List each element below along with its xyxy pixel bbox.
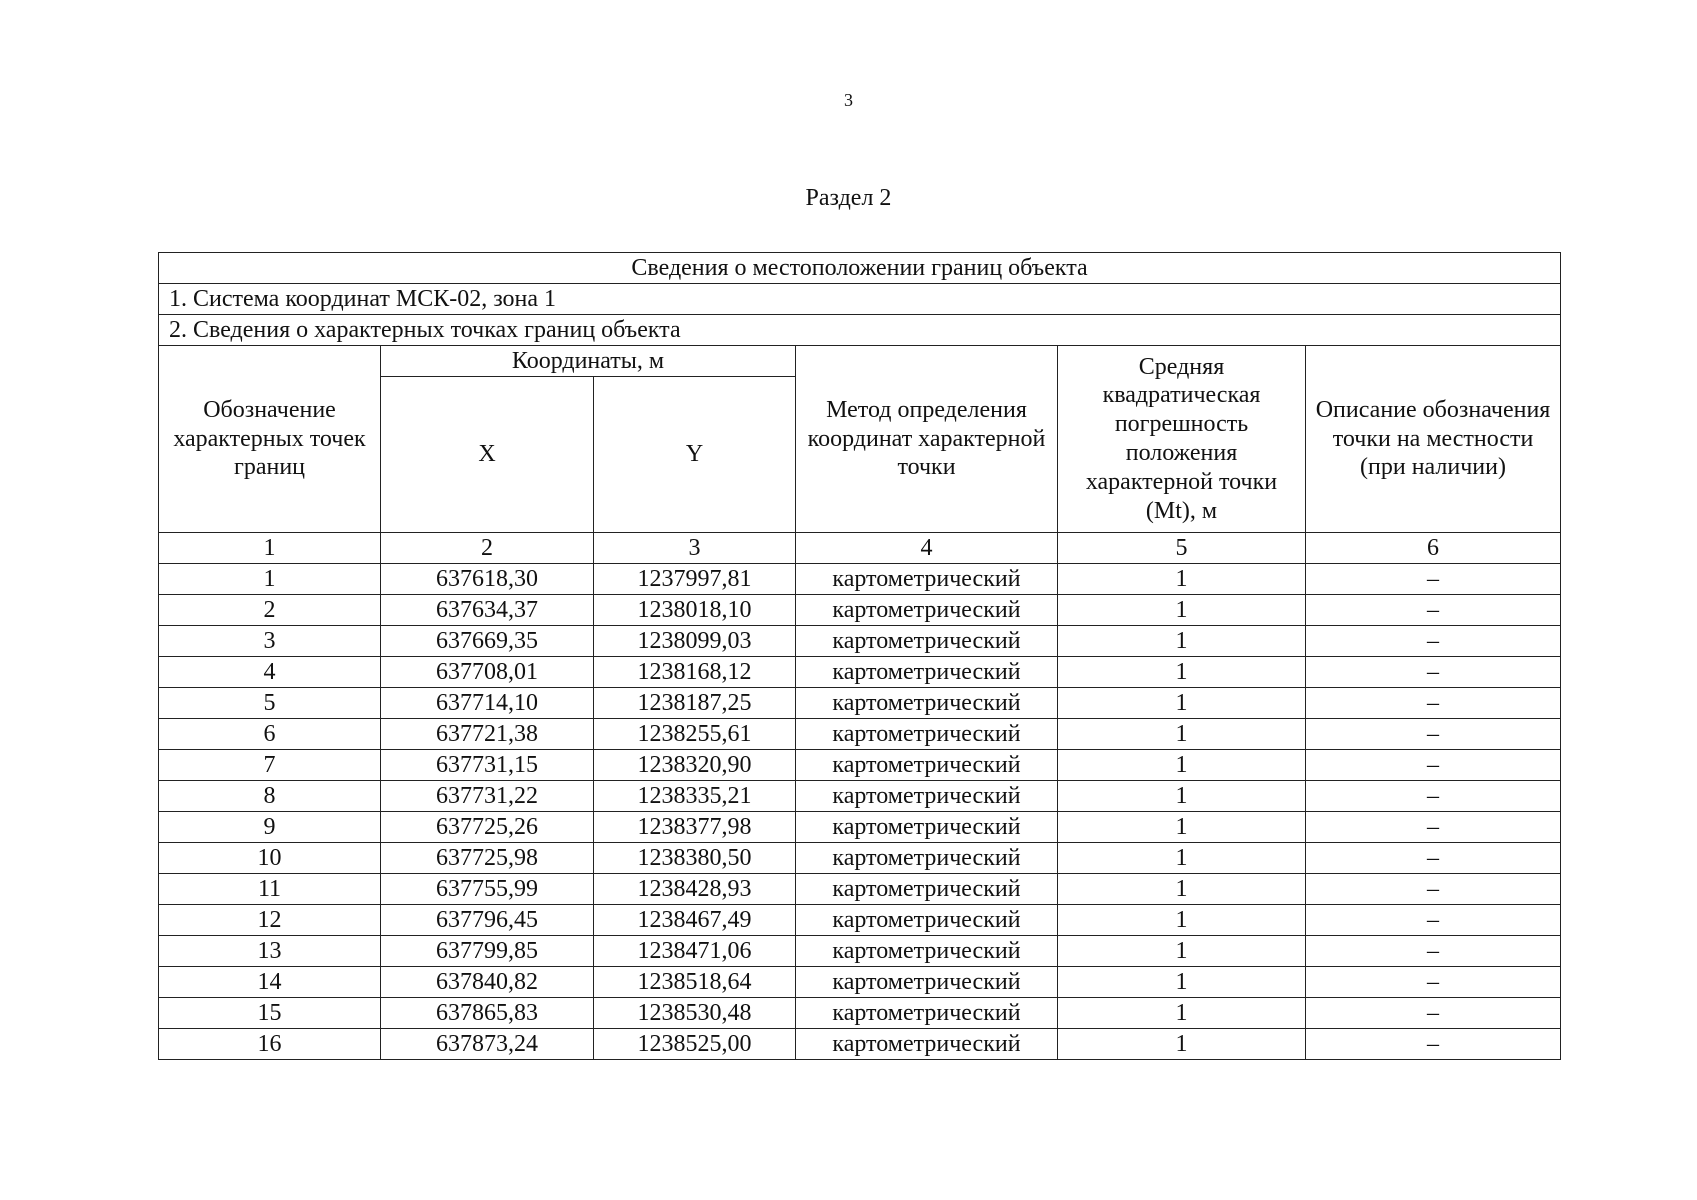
cell-description: – <box>1306 595 1561 626</box>
cell-description: – <box>1306 812 1561 843</box>
cell-y: 1238018,10 <box>594 595 796 626</box>
header-row-top <box>159 346 1561 377</box>
column-number: 5 <box>1058 533 1306 564</box>
cell-x: 637634,37 <box>381 595 594 626</box>
cell-description: – <box>1306 688 1561 719</box>
cell-method: картометрический <box>796 936 1058 967</box>
table-row <box>159 688 1561 719</box>
cell-y: 1238187,25 <box>594 688 796 719</box>
cell-x: 637796,45 <box>381 905 594 936</box>
cell-method: картометрический <box>796 1029 1058 1060</box>
cell-x: 637714,10 <box>381 688 594 719</box>
cell-error: 1 <box>1058 1029 1306 1060</box>
table-row <box>159 626 1561 657</box>
cell-point: 2 <box>159 595 381 626</box>
cell-method: картометрический <box>796 998 1058 1029</box>
cell-x: 637865,83 <box>381 998 594 1029</box>
cell-point: 13 <box>159 936 381 967</box>
table-title-row <box>159 253 1561 284</box>
column-number: 4 <box>796 533 1058 564</box>
cell-x: 637840,82 <box>381 967 594 998</box>
cell-method: картометрический <box>796 750 1058 781</box>
cell-point: 15 <box>159 998 381 1029</box>
cell-error: 1 <box>1058 750 1306 781</box>
cell-error: 1 <box>1058 626 1306 657</box>
cell-x: 637731,22 <box>381 781 594 812</box>
cell-description: – <box>1306 719 1561 750</box>
cell-error: 1 <box>1058 564 1306 595</box>
cell-point: 12 <box>159 905 381 936</box>
cell-error: 1 <box>1058 781 1306 812</box>
points-caption: 2. Сведения о характерных точках границ объекта <box>159 315 1561 346</box>
cell-method: картометрический <box>796 967 1058 998</box>
cell-x: 637669,35 <box>381 626 594 657</box>
header-description: Описание обозначения точки на местности (при наличии) <box>1306 346 1561 533</box>
cell-method: картометрический <box>796 905 1058 936</box>
header-method: Метод определения координат характерной точки <box>796 346 1058 533</box>
cell-method: картометрический <box>796 719 1058 750</box>
cell-method: картометрический <box>796 781 1058 812</box>
table-row <box>159 874 1561 905</box>
cell-method: картометрический <box>796 657 1058 688</box>
cell-description: – <box>1306 657 1561 688</box>
coordinate-system-row <box>159 284 1561 315</box>
cell-point: 4 <box>159 657 381 688</box>
cell-description: – <box>1306 936 1561 967</box>
cell-point: 16 <box>159 1029 381 1060</box>
cell-y: 1238471,06 <box>594 936 796 967</box>
table-row <box>159 781 1561 812</box>
cell-x: 637725,98 <box>381 843 594 874</box>
cell-y: 1238320,90 <box>594 750 796 781</box>
cell-y: 1238467,49 <box>594 905 796 936</box>
cell-description: – <box>1306 1029 1561 1060</box>
points-caption-row <box>159 315 1561 346</box>
cell-description: – <box>1306 626 1561 657</box>
cell-method: картометрический <box>796 812 1058 843</box>
cell-description: – <box>1306 843 1561 874</box>
cell-point: 1 <box>159 564 381 595</box>
cell-x: 637873,24 <box>381 1029 594 1060</box>
cell-x: 637721,38 <box>381 719 594 750</box>
cell-error: 1 <box>1058 688 1306 719</box>
table-row <box>159 750 1561 781</box>
header-x: X <box>381 377 594 533</box>
header-coordinates: Координаты, м <box>381 346 796 377</box>
cell-method: картометрический <box>796 626 1058 657</box>
cell-description: – <box>1306 967 1561 998</box>
column-number: 3 <box>594 533 796 564</box>
cell-description: – <box>1306 905 1561 936</box>
table-row <box>159 936 1561 967</box>
cell-x: 637618,30 <box>381 564 594 595</box>
table-row <box>159 905 1561 936</box>
cell-error: 1 <box>1058 936 1306 967</box>
cell-error: 1 <box>1058 657 1306 688</box>
boundary-table <box>158 252 1561 1060</box>
cell-y: 1238335,21 <box>594 781 796 812</box>
header-point: Обозначение характерных точек границ <box>159 346 381 533</box>
table-row <box>159 719 1561 750</box>
column-number: 1 <box>159 533 381 564</box>
cell-description: – <box>1306 874 1561 905</box>
cell-description: – <box>1306 998 1561 1029</box>
cell-y: 1238380,50 <box>594 843 796 874</box>
cell-y: 1238518,64 <box>594 967 796 998</box>
cell-description: – <box>1306 564 1561 595</box>
cell-error: 1 <box>1058 905 1306 936</box>
cell-method: картометрический <box>796 688 1058 719</box>
cell-point: 10 <box>159 843 381 874</box>
cell-error: 1 <box>1058 812 1306 843</box>
table-row <box>159 843 1561 874</box>
table-row <box>159 564 1561 595</box>
cell-x: 637755,99 <box>381 874 594 905</box>
cell-point: 9 <box>159 812 381 843</box>
cell-y: 1237997,81 <box>594 564 796 595</box>
cell-error: 1 <box>1058 843 1306 874</box>
coordinate-system: 1. Система координат МСК-02, зона 1 <box>159 284 1561 315</box>
cell-method: картометрический <box>796 564 1058 595</box>
cell-point: 14 <box>159 967 381 998</box>
table-row <box>159 1029 1561 1060</box>
cell-y: 1238428,93 <box>594 874 796 905</box>
cell-description: – <box>1306 750 1561 781</box>
cell-y: 1238255,61 <box>594 719 796 750</box>
column-numbers-row <box>159 533 1561 564</box>
cell-x: 637725,26 <box>381 812 594 843</box>
cell-point: 3 <box>159 626 381 657</box>
cell-error: 1 <box>1058 998 1306 1029</box>
cell-description: – <box>1306 781 1561 812</box>
table-row <box>159 657 1561 688</box>
cell-y: 1238530,48 <box>594 998 796 1029</box>
page-number: 3 <box>844 90 853 110</box>
table-row <box>159 967 1561 998</box>
table-row <box>159 595 1561 626</box>
cell-method: картометрический <box>796 843 1058 874</box>
column-number: 6 <box>1306 533 1561 564</box>
cell-error: 1 <box>1058 595 1306 626</box>
cell-point: 7 <box>159 750 381 781</box>
header-error: Средняя квадратическая погрешность положения характерной точки (Mt), м <box>1058 346 1306 533</box>
cell-y: 1238168,12 <box>594 657 796 688</box>
table-row <box>159 812 1561 843</box>
table-title: Сведения о местоположении границ объекта <box>159 253 1561 284</box>
cell-error: 1 <box>1058 719 1306 750</box>
cell-method: картометрический <box>796 874 1058 905</box>
cell-x: 637799,85 <box>381 936 594 967</box>
cell-error: 1 <box>1058 967 1306 998</box>
cell-y: 1238377,98 <box>594 812 796 843</box>
cell-error: 1 <box>1058 874 1306 905</box>
column-number: 2 <box>381 533 594 564</box>
cell-y: 1238099,03 <box>594 626 796 657</box>
cell-point: 5 <box>159 688 381 719</box>
section-title: Раздел 2 <box>805 185 892 211</box>
cell-x: 637731,15 <box>381 750 594 781</box>
cell-point: 8 <box>159 781 381 812</box>
cell-y: 1238525,00 <box>594 1029 796 1060</box>
table-row <box>159 998 1561 1029</box>
cell-point: 6 <box>159 719 381 750</box>
header-y: Y <box>594 377 796 533</box>
cell-point: 11 <box>159 874 381 905</box>
cell-x: 637708,01 <box>381 657 594 688</box>
cell-method: картометрический <box>796 595 1058 626</box>
